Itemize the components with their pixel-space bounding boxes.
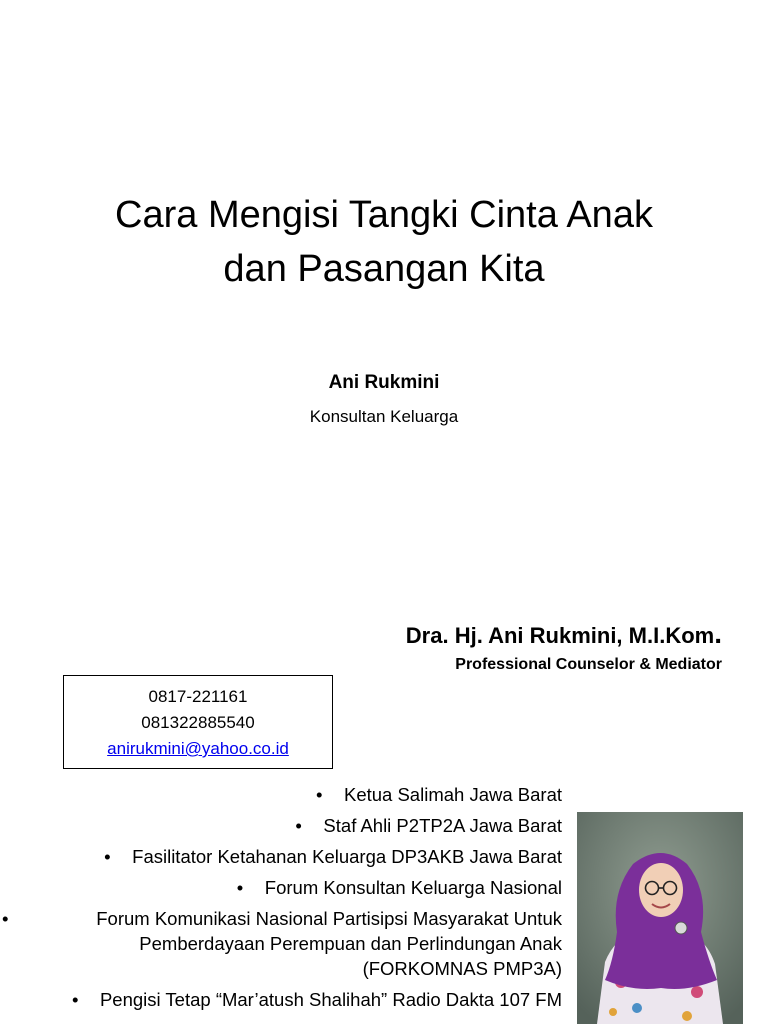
- list-item-text: Forum Komunikasi Nasional Partisipsi Masyarakat Untuk Pemberdayaan Perempuan dan Perlindungan Anak (FORKOMNAS PMP3A): [96, 908, 562, 979]
- profile-full-name-text: Dra. Hj. Ani Rukmini, M.I.Kom: [405, 623, 715, 648]
- list-item: [2, 987, 562, 1012]
- photo-brooch: [675, 922, 687, 934]
- presenter-name: Ani Rukmini: [328, 372, 440, 393]
- credentials-list: [2, 782, 562, 1018]
- slide-title-line-1: Cara Mengisi Tangki Cinta Anak: [115, 194, 653, 236]
- photo-flower: [682, 1011, 692, 1021]
- slide-title: [0, 188, 768, 296]
- presenter-photo-image: [577, 812, 743, 1024]
- contact-phone-1: 0817-221161: [148, 687, 248, 706]
- photo-flower: [691, 986, 703, 998]
- list-item-text: Forum Konsultan Keluarga Nasional: [264, 877, 562, 898]
- bullet-icon: •: [236, 877, 244, 898]
- list-item: [2, 782, 562, 807]
- list-item: [2, 875, 562, 900]
- presenter-photo: [577, 812, 743, 1024]
- list-item: [2, 813, 562, 838]
- photo-flower: [609, 1008, 617, 1016]
- profile-full-name-dot: .: [714, 618, 722, 649]
- presenter-role: Konsultan Keluarga: [309, 407, 459, 426]
- photo-flower: [632, 1003, 642, 1013]
- contact-box: [63, 675, 333, 769]
- contact-email-link[interactable]: anirukmini@yahoo.co.id: [107, 739, 289, 758]
- list-item-text: Pengisi Tetap “Mar’atush Shalihah” Radio Dakta 107 FM: [99, 989, 562, 1010]
- profile-profession: Professional Counselor & Mediator: [455, 656, 722, 673]
- profile-full-name: [406, 618, 722, 650]
- bullet-icon: •: [2, 908, 9, 929]
- list-item: [2, 844, 562, 869]
- bullet-icon: •: [71, 989, 79, 1010]
- bullet-icon: •: [315, 784, 323, 805]
- bullet-icon: •: [104, 846, 111, 867]
- bullet-icon: •: [295, 815, 302, 836]
- list-item: [2, 906, 562, 981]
- contact-phone-2: 081322885540: [141, 713, 255, 732]
- list-item-text: Fasilitator Ketahanan Keluarga DP3AKB Jawa Barat: [132, 846, 562, 867]
- list-item-text: Staf Ahli P2TP2A Jawa Barat: [323, 815, 562, 836]
- slide-title-line-2: dan Pasangan Kita: [223, 248, 545, 290]
- list-item-text: Ketua Salimah Jawa Barat: [343, 784, 562, 805]
